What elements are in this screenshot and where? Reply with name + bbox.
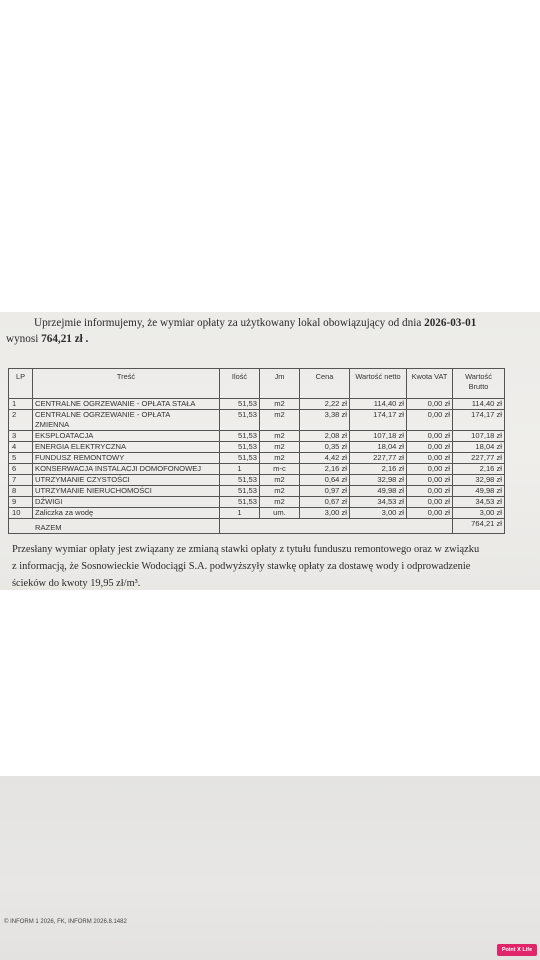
cell-name: Zaliczka za wodę — [33, 508, 220, 519]
cell-net: 174,17 zł — [350, 410, 407, 431]
cell-net: 34,53 zł — [350, 497, 407, 508]
cell-gross: 107,18 zł — [453, 431, 505, 442]
cell-qty: 51,53 — [220, 431, 260, 442]
table-row — [9, 486, 505, 497]
total-label: RAZEM — [9, 519, 220, 534]
cell-qty: 51,53 — [220, 475, 260, 486]
intro-text — [34, 317, 476, 329]
cell-price: 4,42 zł — [300, 453, 350, 464]
cell-unit: m2 — [260, 410, 300, 431]
cell-price: 0,97 zł — [300, 486, 350, 497]
cell-vat: 0,00 zł — [407, 431, 453, 442]
cell-price: 3,00 zł — [300, 508, 350, 519]
note-line-2: z informacją, że Sosnowieckie Wodociągi S.A. podwyższyły stawkę opłaty za dostawę wody i odprowadzenie — [12, 561, 471, 572]
footer-imprint: © INFORM 1 2026, FK, INFORM 2026.8.1482 — [4, 919, 127, 925]
cell-gross: 114,40 zł — [453, 399, 505, 410]
cell-gross: 227,77 zł — [453, 453, 505, 464]
header-ilosc: Ilość — [220, 369, 260, 399]
cell-price: 2,08 zł — [300, 431, 350, 442]
cell-name-line1: CENTRALNE OGRZEWANIE - OPŁATA — [35, 410, 171, 419]
cell-lp: 8 — [9, 486, 33, 497]
cell-vat: 0,00 zł — [407, 475, 453, 486]
header-brutto: Wartość Brutto — [453, 369, 505, 399]
cell-gross: 49,98 zł — [453, 486, 505, 497]
cell-qty: 51,53 — [220, 453, 260, 464]
cell-gross: 3,00 zł — [453, 508, 505, 519]
table-row — [9, 399, 505, 410]
cell-name: FUNDUSZ REMONTOWY — [33, 453, 220, 464]
header-cena: Cena — [300, 369, 350, 399]
cell-price: 0,67 zł — [300, 497, 350, 508]
cell-net: 3,00 zł — [350, 508, 407, 519]
total-amount: 764,21 zł . — [41, 333, 89, 345]
cell-gross: 2,16 zł — [453, 464, 505, 475]
cell-net: 49,98 zł — [350, 486, 407, 497]
cell-name — [33, 410, 220, 431]
table-row — [9, 410, 505, 431]
table-row — [9, 453, 505, 464]
cell-qty: 51,53 — [220, 399, 260, 410]
cell-net: 114,40 zł — [350, 399, 407, 410]
cell-name: ENERGIA ELEKTRYCZNA — [33, 442, 220, 453]
cell-unit: um. — [260, 508, 300, 519]
cell-lp: 3 — [9, 431, 33, 442]
cell-name: UTRZYMANIE NIERUCHOMOŚCI — [33, 486, 220, 497]
cell-lp: 6 — [9, 464, 33, 475]
header-vat: Kwota VAT — [407, 369, 453, 399]
cell-qty: 1 — [220, 508, 260, 519]
table-row — [9, 475, 505, 486]
cell-unit: m2 — [260, 475, 300, 486]
cell-price: 2,22 zł — [300, 399, 350, 410]
effective-date: 2026-03-01 — [424, 317, 477, 329]
cell-net: 107,18 zł — [350, 431, 407, 442]
cell-qty: 51,53 — [220, 497, 260, 508]
cell-vat: 0,00 zł — [407, 508, 453, 519]
fees-table — [8, 368, 505, 534]
intro-prefix: Uprzejmie informujemy, że wymiar opłaty za użytkowany lokal obowiązujący od dnia — [34, 317, 425, 329]
cell-lp: 2 — [9, 410, 33, 431]
note-line-3: ścieków do kwoty 19,95 zł/m³. — [12, 578, 141, 589]
cell-unit: m2 — [260, 453, 300, 464]
lower-document-page — [0, 776, 540, 960]
cell-lp: 9 — [9, 497, 33, 508]
cell-gross: 174,17 zł — [453, 410, 505, 431]
cell-vat: 0,00 zł — [407, 486, 453, 497]
cell-unit: m2 — [260, 486, 300, 497]
cell-qty: 51,53 — [220, 486, 260, 497]
cell-name: CENTRALNE OGRZEWANIE - OPŁATA STAŁA — [33, 399, 220, 410]
total-row — [9, 519, 505, 534]
cell-name: DŹWIGI — [33, 497, 220, 508]
cell-vat: 0,00 zł — [407, 442, 453, 453]
cell-lp: 10 — [9, 508, 33, 519]
cell-lp: 5 — [9, 453, 33, 464]
cell-lp: 1 — [9, 399, 33, 410]
cell-vat: 0,00 zł — [407, 464, 453, 475]
cell-net: 18,04 zł — [350, 442, 407, 453]
total-spacer — [220, 519, 453, 534]
cell-gross: 18,04 zł — [453, 442, 505, 453]
note-line-1: Przesłany wymiar opłaty jest związany ze zmianą stawki opłaty z tytułu funduszu remontowego oraz w związku — [12, 544, 480, 555]
table-header-row — [9, 369, 505, 399]
header-tresc: Treść — [33, 369, 220, 399]
amount-text — [6, 333, 88, 345]
cell-name: KONSERWACJA INSTALACJI DOMOFONOWEJ — [33, 464, 220, 475]
amount-prefix: wynosi — [6, 333, 42, 345]
cell-vat: 0,00 zł — [407, 399, 453, 410]
cell-name: EKSPLOATACJA — [33, 431, 220, 442]
cell-unit: m2 — [260, 442, 300, 453]
table-row — [9, 442, 505, 453]
cell-qty: 1 — [220, 464, 260, 475]
cell-gross: 34,53 zł — [453, 497, 505, 508]
cell-price: 0,64 zł — [300, 475, 350, 486]
header-lp: LP — [9, 369, 33, 399]
cell-vat: 0,00 zł — [407, 497, 453, 508]
cell-price: 3,38 zł — [300, 410, 350, 431]
cell-vat: 0,00 zł — [407, 453, 453, 464]
cell-net: 32,98 zł — [350, 475, 407, 486]
cell-qty: 51,53 — [220, 442, 260, 453]
cell-vat: 0,00 zł — [407, 410, 453, 431]
table-row — [9, 508, 505, 519]
cell-unit: m2 — [260, 497, 300, 508]
app-watermark-badge: Point X Life — [497, 944, 537, 956]
table-row — [9, 497, 505, 508]
cell-unit: m2 — [260, 431, 300, 442]
top-blank-area — [0, 0, 540, 312]
cell-lp: 7 — [9, 475, 33, 486]
cell-price: 0,35 zł — [300, 442, 350, 453]
table-row — [9, 431, 505, 442]
total-gross: 764,21 zł — [453, 519, 505, 534]
cell-gross: 32,98 zł — [453, 475, 505, 486]
cell-name-line2: ZMIENNA — [35, 420, 70, 429]
cell-net: 227,77 zł — [350, 453, 407, 464]
cell-name: UTRZYMANIE CZYSTOŚCI — [33, 475, 220, 486]
cell-price: 2,16 zł — [300, 464, 350, 475]
cell-unit: m-c — [260, 464, 300, 475]
header-netto: Wartość netto — [350, 369, 407, 399]
cell-qty: 51,53 — [220, 410, 260, 431]
header-jm: Jm — [260, 369, 300, 399]
table-row — [9, 464, 505, 475]
cell-net: 2,16 zł — [350, 464, 407, 475]
cell-unit: m2 — [260, 399, 300, 410]
blank-gap — [0, 590, 540, 776]
cell-lp: 4 — [9, 442, 33, 453]
